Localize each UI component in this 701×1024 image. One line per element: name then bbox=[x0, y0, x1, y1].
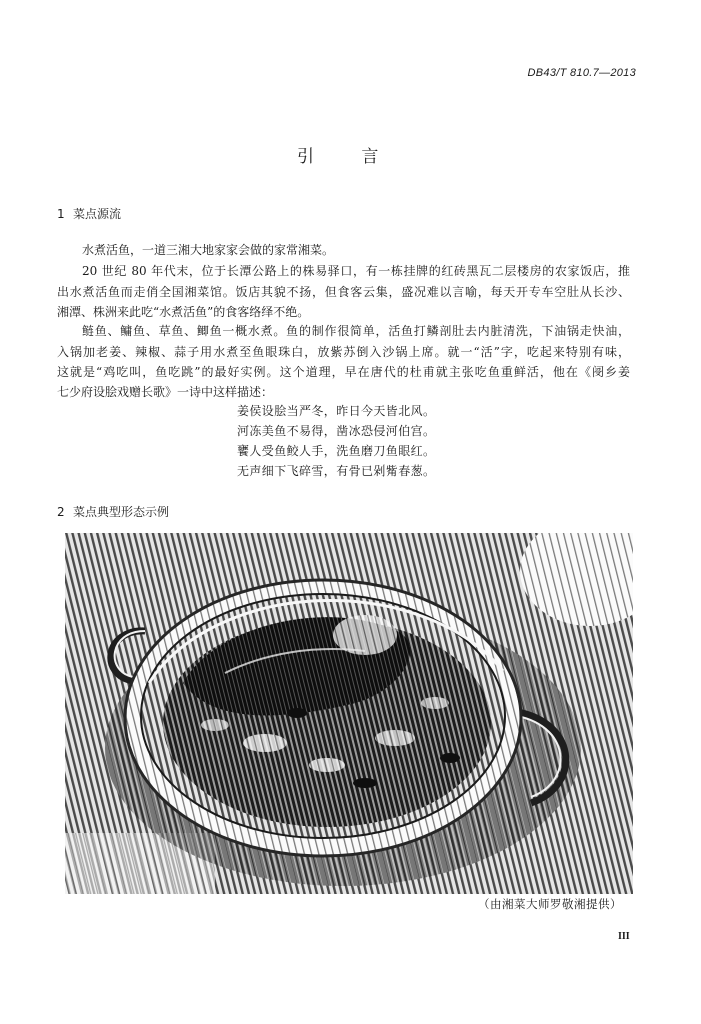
section-1-number: 1 bbox=[57, 207, 65, 221]
paragraph-3-line: 这就是“鸡吃叫，鱼吃跳”的最好实例。这个道理，早在唐代的杜甫就主张吃鱼重鲜活，他在《阌乡姜 bbox=[57, 365, 630, 379]
poem-line: 无声细下飞碎雪，有骨已剁觜春葱。 bbox=[237, 464, 436, 478]
paragraph-3-line: 七少府设脍戏赠长歌》一诗中这样描述： bbox=[57, 385, 274, 399]
photo-caption: （由湘菜大师罗敬湘提供） bbox=[478, 897, 622, 911]
page-title: 引 言 bbox=[297, 147, 400, 167]
section-1-title: 菜点源流 bbox=[73, 207, 122, 221]
poem-line: 饔人受鱼鲛人手，洗鱼磨刀鱼眼红。 bbox=[237, 444, 436, 458]
paragraph-2-line: 出水煮活鱼而走俏全国湘菜馆。饭店其貌不扬，但食客云集，盛况难以言喻，每天开专车空肚从长沙、 bbox=[57, 285, 630, 299]
herb bbox=[421, 697, 449, 709]
paragraph-2-line: 20 世纪 80 年代末，位于长潭公路上的株易驿口，有一栋挂牌的红砖黑瓦二层楼房的农家饭店，推 bbox=[82, 264, 630, 278]
herb bbox=[243, 734, 287, 752]
pepper bbox=[353, 778, 377, 788]
paragraph-2-line: 湘潭、株洲来此吃“水煮活鱼”的食客络绎不绝。 bbox=[57, 305, 310, 319]
section-2-title: 菜点典型形态示例 bbox=[73, 505, 170, 519]
herb bbox=[375, 730, 415, 746]
pepper bbox=[440, 753, 460, 763]
pepper bbox=[287, 708, 307, 718]
poem-line: 河冻美鱼不易得，凿冰恐侵河伯宫。 bbox=[237, 424, 436, 438]
herb bbox=[309, 758, 345, 772]
poem-line: 姜侯设脍当严冬，昨日今天皆北风。 bbox=[237, 404, 436, 418]
dish-photo bbox=[65, 533, 633, 894]
paragraph-1-line: 水煮活鱼，一道三湘大地家家会做的家常湘菜。 bbox=[82, 243, 335, 257]
section-2-number: 2 bbox=[57, 505, 65, 519]
page-number: III bbox=[618, 931, 630, 942]
paragraph-3-line: 鲢鱼、鳙鱼、草鱼、鲫鱼一概水煮。鱼的制作很简单，活鱼打鳞剖肚去内脏清洗，下油锅走快油， bbox=[82, 324, 630, 338]
herb bbox=[201, 719, 229, 731]
paragraph-3-line: 入锅加老姜、辣椒、蒜子用水煮至鱼眼珠白，放紫苏倒入沙锅上席。就一“活”字，吃起来特别有味， bbox=[57, 345, 630, 359]
document-number: DB43/T 810.7—2013 bbox=[527, 67, 636, 79]
